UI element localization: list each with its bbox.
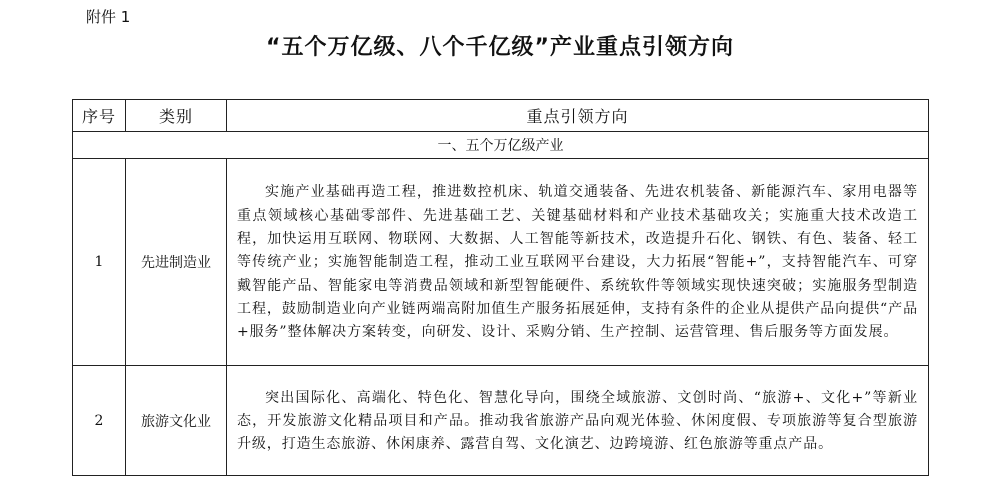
header-direction: 重点引领方向 — [227, 100, 929, 132]
section-title: 一、五个万亿级产业 — [73, 132, 929, 159]
row-direction-text: 突出国际化、高端化、特色化、智慧化导向，围绕全域旅游、文创时尚、“旅游+、文化+”等新业态，开发旅游文化精品项目和产品。推动我省旅游产品向观光体验、休闲度假、专项旅游等复合型旅游升级，打造生态旅游、休闲康养、露营自驾、文化演艺、边跨境游、红色旅游等重点产品。 — [227, 366, 929, 476]
row-category: 旅游文化业 — [126, 366, 227, 476]
attachment-label: 附件 1 — [86, 8, 131, 26]
header-category: 类别 — [126, 100, 227, 132]
table-header-row — [73, 100, 929, 132]
row-seq: 2 — [73, 366, 126, 476]
table-row — [73, 159, 929, 366]
row-category: 先进制造业 — [126, 159, 227, 366]
industry-direction-table — [72, 99, 929, 476]
section-row — [73, 132, 929, 159]
row-seq: 1 — [73, 159, 126, 366]
header-seq: 序号 — [73, 100, 126, 132]
document-title: “五个万亿级、八个千亿级”产业重点引领方向 — [266, 35, 734, 60]
table-row — [73, 366, 929, 476]
row-direction-text: 实施产业基础再造工程，推进数控机床、轨道交通装备、先进农机装备、新能源汽车、家用电器等重点领域核心基础零部件、先进基础工艺、关键基础材料和产业技术基础攻关；实施重大技术改造工程，加快运用互联网、物联网、大数据、人工智能等新技术，改造提升石化、钢铁、有色、装备、轻工等传统产业；实施智能制造工程，推动工业互联网平台建设，大力拓展“智能+”，支持智能汽车、可穿戴智能产品、智能家电等消费品领域和新型智能硬件、系统软件等领域实现快速突破；实施服务型制造工程，鼓励制造业向产业链两端高附加值生产服务拓展延伸，支持有条件的企业从提供产品向提供“产品+服务”整体解决方案转变，向研发、设计、采购分销、生产控制、运营管理、售后服务等方面发展。 — [227, 159, 929, 366]
